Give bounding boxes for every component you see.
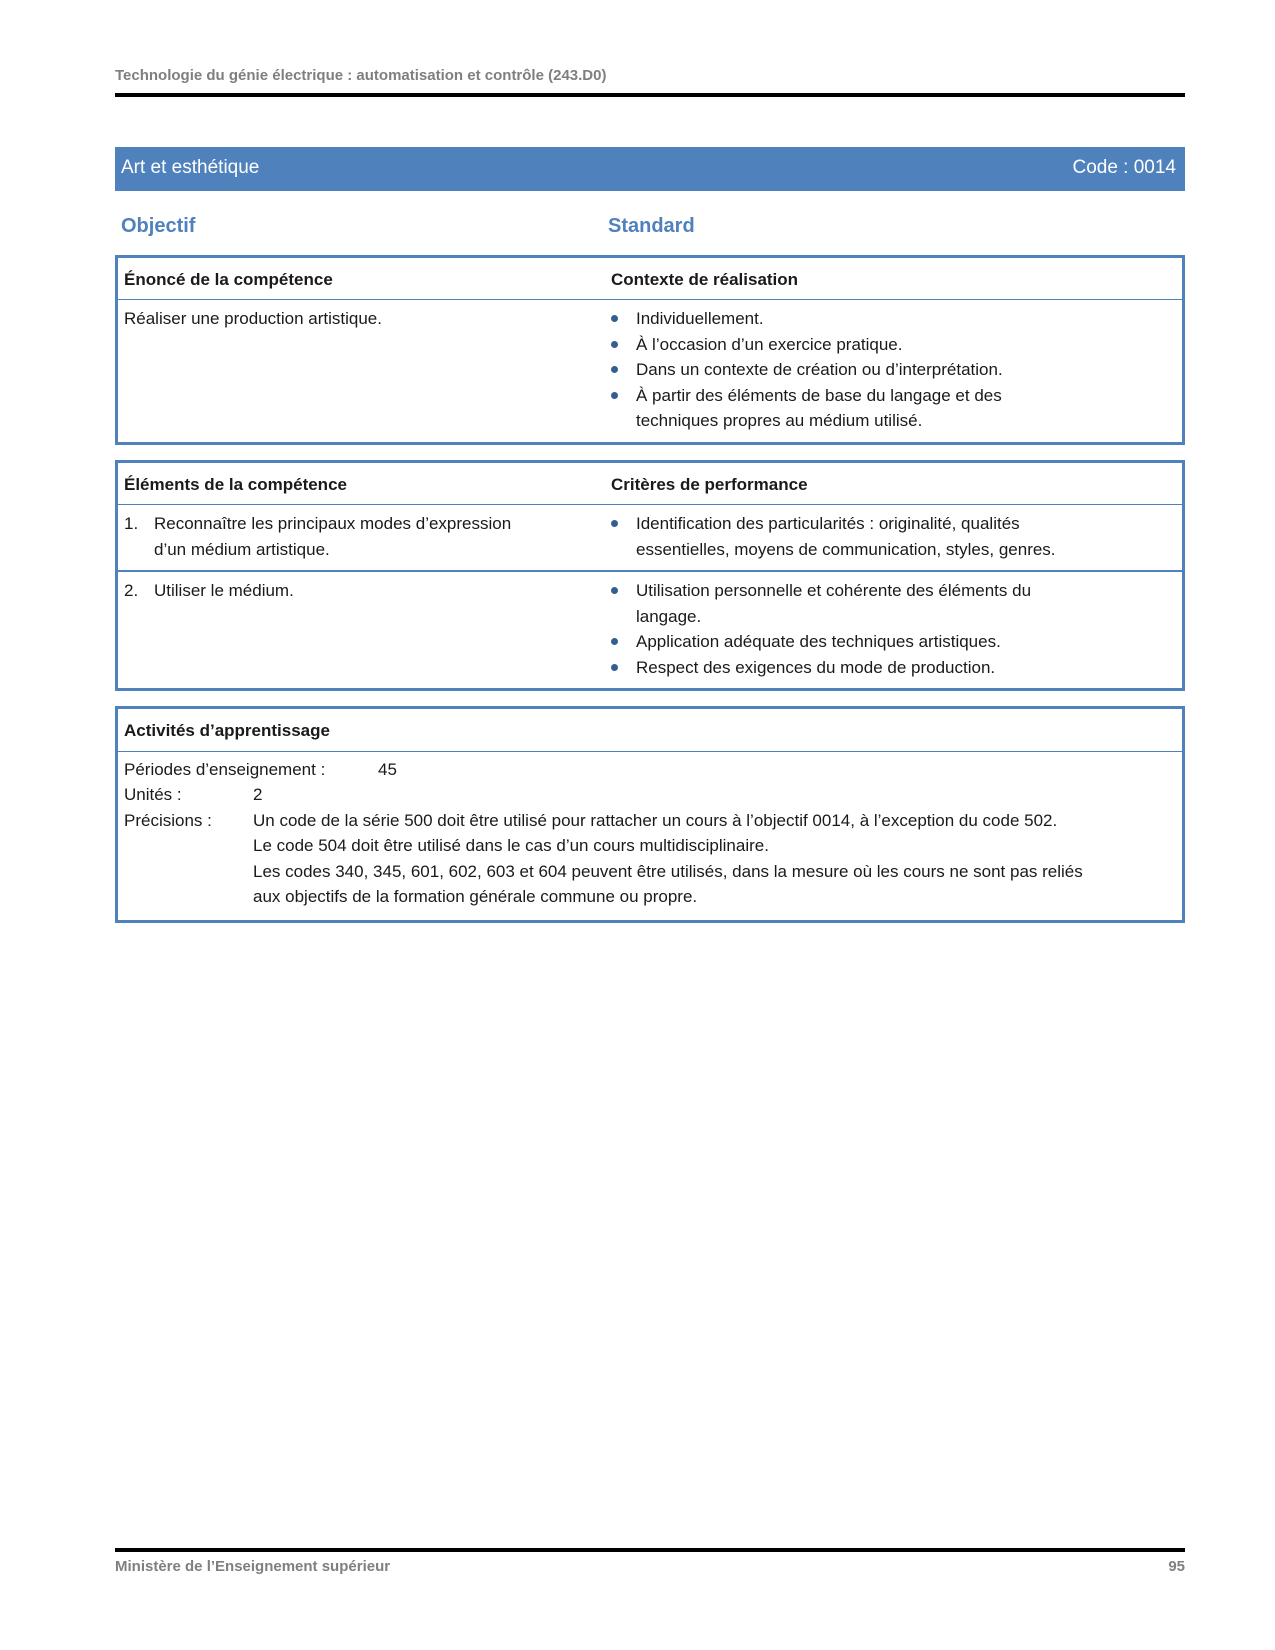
competence-header-left: Énoncé de la compétence [124,269,333,289]
periods-row [124,757,1172,783]
units-value: 2 [253,785,263,804]
bullet-icon [611,587,618,594]
list-item [607,357,1174,383]
column-headings [115,212,1185,240]
precisions-label: Précisions : [124,810,212,830]
criteria-item-text: Respect des exigences du mode de production. [636,657,996,677]
table-row [118,505,1182,570]
bullet-icon [611,315,618,322]
context-list [605,300,1182,442]
heading-standard: Standard [608,214,695,237]
bullet-icon [611,341,618,348]
bullet-icon [611,638,618,645]
bullet-icon [611,366,618,373]
activities-body [118,752,1182,920]
elements-header-left: Éléments de la compétence [124,474,347,494]
precisions-paragraph: Un code de la série 500 doit être utilisé pour rattacher un cours à l’objectif 0014, à l’exception du code 502. [253,810,1058,830]
competence-header-right: Contexte de réalisation [611,269,799,289]
program-title: Technologie du génie électrique : automatisation et contrôle (243.D0) [115,67,607,84]
context-item-text: Individuellement. [636,309,764,328]
list-item [607,306,1174,332]
element-number: 2. [124,581,139,600]
criteria-item-text: Identification des particularités : originalité, qualités essentielles, moyens de communication, styles, genres. [636,514,1056,559]
bullet-icon [611,392,618,399]
footer-ministry: Ministère de l’Enseignement supérieur [115,1558,391,1575]
activities-header-text: Activités d’apprentissage [124,721,330,740]
context-item-text: À l’occasion d’un exercice pratique. [636,334,903,354]
competence-table [115,255,1185,445]
competence-statement-cell [118,300,605,442]
criteria-item-text: Application adéquate des techniques artistiques. [636,632,1001,651]
banner-title: Art et esthétique [121,157,260,179]
table-row [118,570,1182,688]
precisions-paragraph: Les codes 340, 345, 601, 602, 603 et 604 peuvent être utilisés, dans la mesure où les cours ne sont pas reliés aux objectifs de la formation générale commune ou propre. [253,861,1083,906]
precisions-text [253,808,1083,910]
banner-code: Code : 0014 [1072,157,1176,179]
criteria-list [605,505,1182,570]
list-item [607,578,1174,629]
competence-statement: Réaliser une production artistique. [124,309,382,328]
list-item [607,332,1174,358]
running-header [115,66,1185,97]
element-text: Reconnaître les principaux modes d’expression d’un médium artistique. [154,514,512,559]
page-footer [115,1548,1185,1577]
elements-table-header [118,463,1182,506]
context-item-text: Dans un contexte de création ou d’interprétation. [636,360,1003,379]
precisions-row [124,808,1172,910]
list-item [607,511,1174,562]
periods-label: Périodes d’enseignement : [124,759,326,779]
precisions-paragraph: Le code 504 doit être utilisé dans le cas d’un cours multidisciplinaire. [253,836,769,855]
objective-banner [115,147,1185,191]
element-number: 1. [124,514,139,533]
criteria-list [605,572,1182,688]
heading-objectif: Objectif [121,214,196,237]
elements-header-right: Critères de performance [611,474,808,494]
list-item [607,655,1174,681]
criteria-item-text: Utilisation personnelle et cohérente des éléments du langage. [636,581,1032,626]
units-row [124,782,1172,808]
activities-header [118,709,1182,752]
context-item-text: À partir des éléments de base du langage et des techniques propres au médium utilisé. [636,385,1002,430]
bullet-icon [611,520,618,527]
element-cell [118,572,605,688]
activities-box [115,706,1185,923]
elements-table [115,460,1185,692]
competence-table-body [118,300,1182,442]
list-item [607,383,1174,434]
bullet-icon [611,664,618,671]
units-label: Unités : [124,785,182,804]
periods-value: 45 [378,759,397,779]
list-item [607,629,1174,655]
competence-table-header [118,258,1182,301]
element-cell [118,505,605,570]
element-text: Utiliser le médium. [154,581,294,600]
footer-page-number: 95 [1168,1558,1185,1575]
